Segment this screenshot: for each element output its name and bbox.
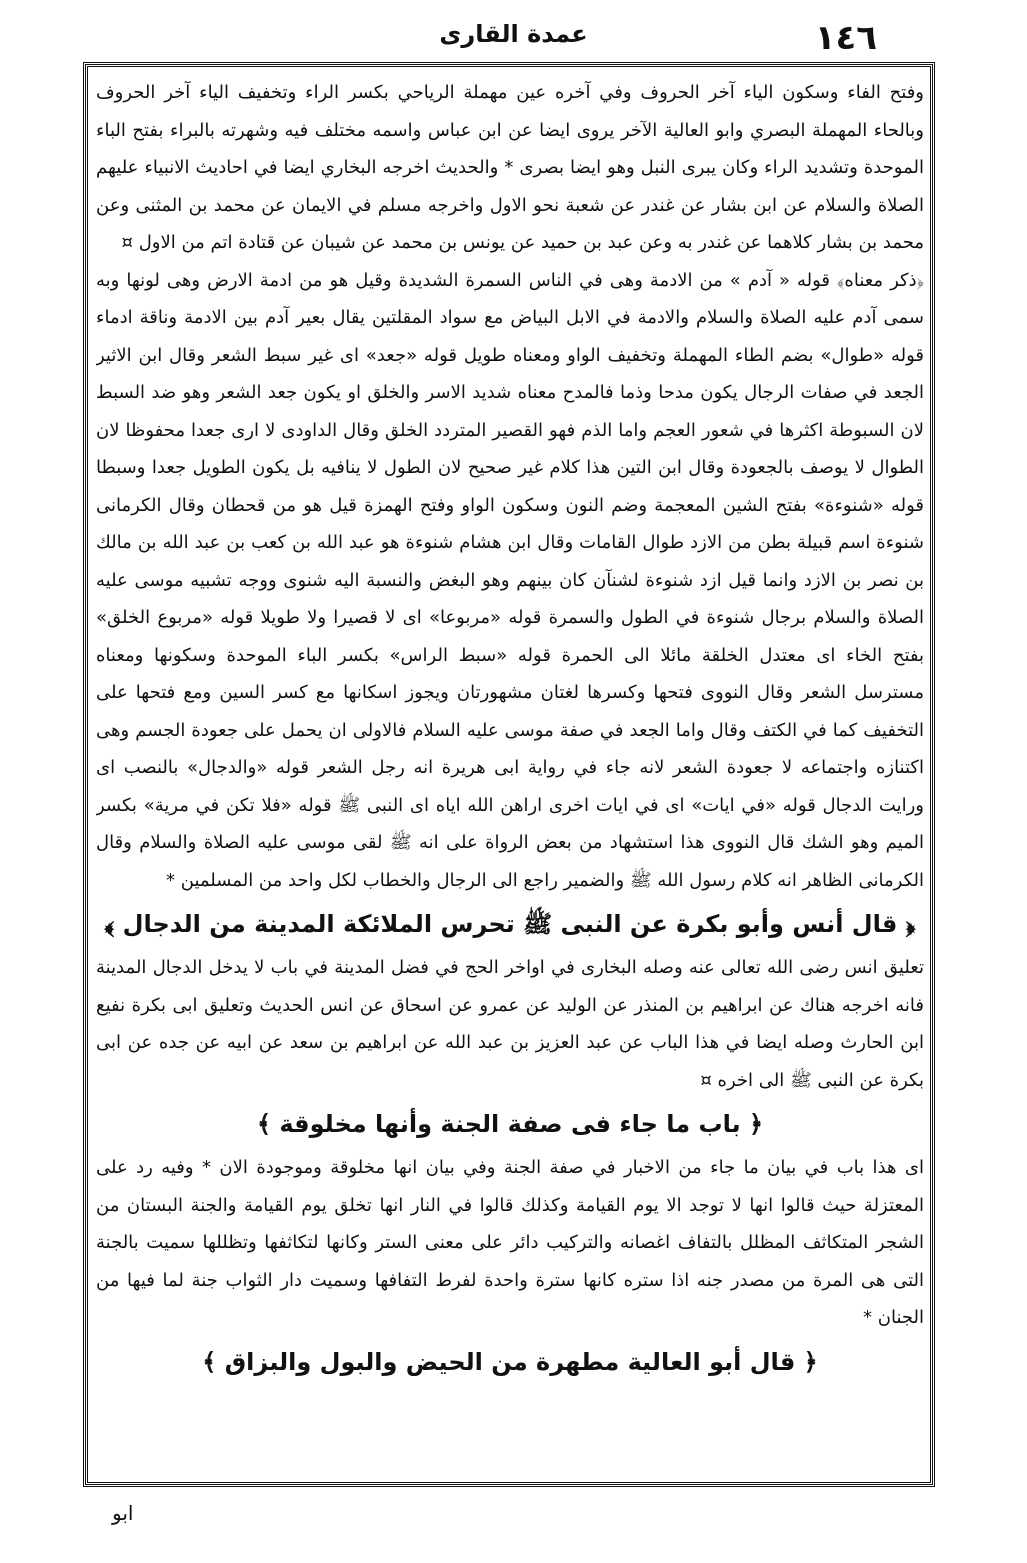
page-body	[96, 74, 924, 1474]
paragraph-4: اى هذا باب في بيان ما جاء من الاخبار في صفة الجنة وفي بيان انها مخلوقة وموجودة الان * وفيه رد على المعتزلة حيث قالوا انها لا توجد الا يوم القيامة وكذلك قالوا في النار انها تخلق يوم القيامة والجنة البستان من الشجر المتكاثف المظلل بالتفاف اغصانه والتركيب دائر على معنى الستر وكانها لتكاثفها وتظللها سميت بالجنة التى هى المرة من مصدر جنه اذا ستره كانها سترة واحدة لفرط التفافها وسميت دار الثواب جنة لما فيها من الجنان *	[96, 1157, 924, 1328]
paragraph-3: تعليق انس رضى الله تعالى عنه وصله البخارى في اواخر الحج في فضل المدينة في باب لا يدخل الدجال المدينة فانه اخرجه هناك عن ابراهيم بن المنذر عن الوليد عن عمرو عن اسحاق عن انس الحديث وتعليق ابى بكرة نفيع ابن الحارث وصله ايضا في هذا الباب عن عبد العزيز بن عبد الله عن ابراهيم بن سعد عن ابيه عن جده عن ابى بكرة عن النبى ﷺ الى اخره ¤	[96, 957, 924, 1091]
paragraph-2: ﴿ذكر معناه﴾ قوله « آدم » من الادمة وهى في الناس السمرة الشديدة وقيل هو من ادمة الارض وهى لونها وبه سمى آدم عليه الصلاة والسلام والادمة في الابل البياض مع سواد المقلتين يقال بعير آدم بين الادمة وناقة ادماء قوله «طوال» بضم الطاء المهملة وتخفيف الواو ومعناه طويل قوله «جعد» اى غير سبط الشعر وقال ابن الاثير الجعد في صفات الرجال يكون مدحا وذما فالمدح معناه شديد الاسر والخلق او يكون جعد الشعر وهو ضد السبط لان السبوطة اكثرها في شعور العجم واما الذم فهو القصير المتردد الخلق وقال الداودى لا ارى جعدا محفوظا لان الطوال لا يوصف بالجعودة وقال ابن التين هذا كلام غير صحيح لان الطول لا ينافيه بل يكون الطويل جعدا وسبطا قوله «شنوءة» بفتح الشين المعجمة وضم النون وسكون الواو وفتح الهمزة قيل هو من قحطان وقال الكرمانى شنوءة اسم قبيلة بطن من الازد طوال القامات وقال ابن هشام شنوءة هو عبد الله بن كعب بن عبد الله بن مالك بن نصر بن الازد وانما قيل ازد شنوءة لشنآن كان بينهم وهو البغض والنسبة اليه شنوى ووجه تشبيه موسى عليه الصلاة والسلام برجال شنوءة في الطول والسمرة قوله «مربوعا» اى لا قصيرا ولا طويلا قوله «مربوع الخلق» بفتح الخاء اى معتدل الخلقة مائلا الى الحمرة قوله «سبط الراس» بكسر الباء الموحدة وسكونها ومعناه مسترسل الشعر وقال النووى فتحها وكسرها لغتان مشهورتان ويجوز اسكانها مع كسر السين ومع فتحها على التخفيف كما في الكتف وقال واما الجعد في صفة موسى عليه السلام فالاولى ان يحمل على جعودة الجسم وهى اكتنازه واجتماعه لا جعودة الشعر لانه جاء في رواية ابى هريرة انه رجل الشعر قوله «والدجال» بالنصب اى ورايت الدجال قوله «في ايات» اى في ايات اخرى اراهن الله اياه اى النبى ﷺ قوله «فلا تكن في مرية» بكسر الميم وهو الشك قال النووى هذا استشهاد من بعض الرواة على انه ﷺ لقى موسى عليه الصلاة والسلام وقال الكرمانى الظاهر انه كلام رسول الله ﷺ والضمير راجع الى الرجال والخطاب لكل واحد من المسلمين *	[96, 269, 924, 891]
section-heading-1: ﴿ قال أنس وأبو بكرة عن النبى ﷺ تحرس الملائكة المدينة من الدجال ﴾	[104, 910, 916, 938]
running-header: عمدة القارى	[439, 20, 588, 48]
section-heading-3: ﴿ قال أبو العالية مطهرة من الحيض والبول والبزاق ﴾	[202, 1347, 818, 1376]
section-heading-2: ﴿ باب ما جاء فى صفة الجنة وأنها مخلوقة ﴾	[256, 1110, 764, 1138]
paragraph-1: وفتح الفاء وسكون الياء آخر الحروف وفي آخره عين مهملة الرياحي بكسر الراء وتخفيف الياء آخر الحروف وبالحاء المهملة البصري وابو العالية الآخر يروى ايضا عن ابن عباس واسمه مختلف فيه وشهرته بالبراء بفتح الباء الموحدة وتشديد الراء وكان يبرى النبل وهو ايضا بصرى * والحديث اخرجه البخاري ايضا في احاديث الانبياء عليهم الصلاة والسلام عن ابن بشار عن غندر عن شعبة نحو الاول واخرجه مسلم في الايمان عن محمد بن المثنى وعن محمد بن بشار كلاهما عن غندر به وعن عبد بن حميد عن يونس بن محمد عن شيبان عن قتادة اتم من الاول ¤	[96, 82, 924, 253]
page-number: ١٤٦	[814, 18, 877, 58]
catchword: ابو	[112, 1501, 134, 1525]
